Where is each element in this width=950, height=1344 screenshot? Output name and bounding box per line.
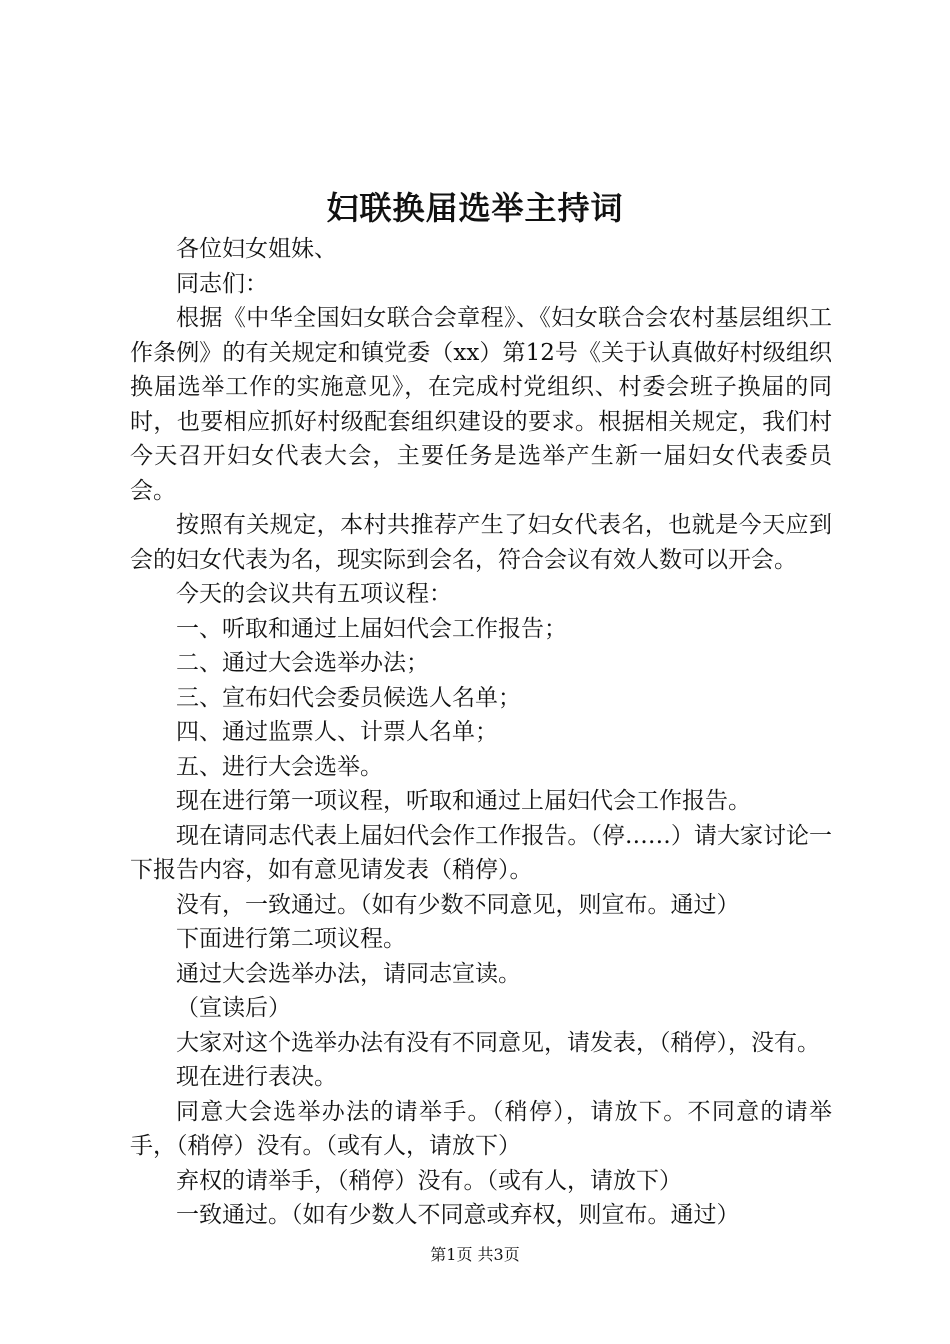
paragraph: 没有，一致通过。（如有少数不同意见，则宣布。通过） [176,891,740,918]
agenda-item: 一、听取和通过上届妇代会工作报告； [176,615,567,642]
paragraph: 弃权的请举手，（稍停）没有。（或有人，请放下） [176,1167,682,1194]
paragraph: 现在进行表决。 [176,1064,337,1090]
paragraph: 现在请同志代表上届妇代会作工作报告。（停……）请大家讨论一下报告内容，如有意见请发表（稍停）。 [130,822,832,883]
paragraph: （宣读后） [176,995,291,1021]
agenda-item: 五、进行大会选举。 [176,753,383,780]
document-title: 妇联换届选举主持词 [326,189,624,227]
paragraph: 现在进行第一项议程，听取和通过上届妇代会工作报告。 [176,788,751,814]
paragraph: 通过大会选举办法，请同志宣读。 [176,960,521,987]
paragraph: 下面进行第二项议程。 [176,926,406,952]
paragraph: 一致通过。（如有少数人不同意或弃权，则宣布。通过） [176,1202,740,1228]
paragraph: 大家对这个选举办法有没有不同意见，请发表，（稍停），没有。 [176,1029,820,1056]
document-body [130,232,832,1233]
agenda-item: 四、通过监票人、计票人名单； [176,719,498,745]
paragraph: 按照有关规定，本村共推荐产生了妇女代表名，也就是今天应到会的妇女代表为名，现实际到会名，符合会议有效人数可以开会。 [130,512,832,573]
paragraph: 今天的会议共有五项议程： [176,581,452,607]
paragraph: 同志们： [176,270,268,297]
page-number-footer: 第1页 共3页 [430,1245,520,1264]
paragraph: 同意大会选举办法的请举手。（稍停），请放下。不同意的请举手，（稍停）没有。（或有人，请放下） [130,1098,832,1159]
paragraph: 根据《中华全国妇女联合会章程》、《妇女联合会农村基层组织工作条例》的有关规定和镇党委（xx）第12号《关于认真做好村级组织换届选举工作的实施意见》，在完成村党组织、村委会班子换届的同时，也要相应抓好村级配套组织建设的要求。根据相关规定，我们村今天召开妇女代表大会，主要任务是选举产生新一届妇女代表委员会。 [130,305,832,504]
paragraph: 各位妇女姐妹、 [176,236,337,262]
agenda-item: 三、宣布妇代会委员候选人名单； [176,684,521,711]
agenda-item: 二、通过大会选举办法； [176,650,429,676]
